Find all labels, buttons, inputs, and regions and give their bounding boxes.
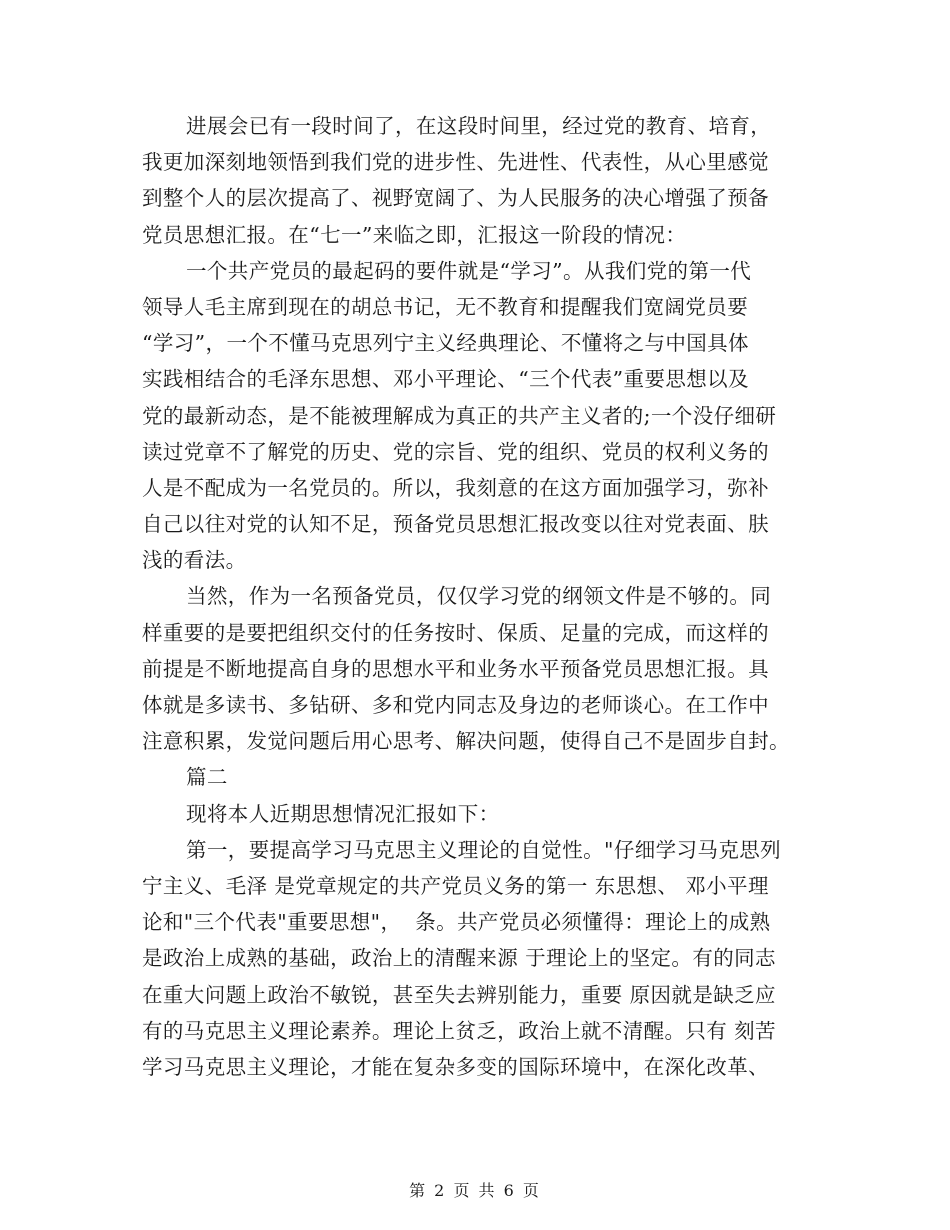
text-line: 实践相结合的毛泽东思想、邓小平理论、“三个代表”重要思想以及 <box>142 367 749 392</box>
text-line: 自己以往对党的认知不足，预备党员思想汇报改变以往对党表面、肤 <box>142 512 769 537</box>
text-line: 是政治上成熟的基础，政治上的清醒来源 于理论上的坚定。有的同志 <box>142 946 776 971</box>
text-line: 我更加深刻地领悟到我们党的进步性、先进性、代表性，从心里感觉 <box>142 150 769 175</box>
text-line: 现将本人近期思想情况汇报如下： <box>186 801 500 826</box>
text-line: 党的最新动态，是不能被理解成为真正的共产主义者的;一个没仔细研 <box>142 403 777 428</box>
text-line: 一个共产党员的最起码的要件就是“学习”。从我们党的第一代 <box>186 258 752 283</box>
text-line: “学习”，一个不懂马克思列宁主义经典理论、不懂将之与中国具体 <box>142 331 749 356</box>
document-body <box>142 108 814 1085</box>
text-line: 当然，作为一名预备党员，仅仅学习党的纲领文件是不够的。同 <box>186 584 772 609</box>
text-line: 领导人毛主席到现在的胡总书记，无不教育和提醒我们宽阔党员要 <box>142 294 749 319</box>
text-line: 注意积累，发觉问题后用心思考、解决问题，使得自己不是固步自封。 <box>142 729 790 754</box>
text-line: 读过党章不了解党的历史、党的宗旨、党的组织、党员的权利义务的 <box>142 439 769 464</box>
text-line: 到整个人的层次提高了、视野宽阔了、为人民服务的决心增强了预备 <box>142 186 769 211</box>
text-line: 篇二 <box>186 765 228 790</box>
text-line: 第一，要提高学习马克思主义理论的自觉性。"仔细学习马克思列 <box>186 837 782 862</box>
text-line: 有的马克思主义理论素养。理论上贫乏，政治上就不清醒。只有 刻苦 <box>142 1018 776 1043</box>
text-line: 前提是不断地提高自身的思想水平和业务水平预备党员思想汇报。具 <box>142 656 769 681</box>
text-line: 论和"三个代表"重要思想"， 条。共产党员必须懂得：理论上的成熟 <box>142 910 771 935</box>
text-line: 体就是多读书、多钻研、多和党内同志及身边的老师谈心。在工作中 <box>142 693 769 717</box>
text-line: 进展会已有一段时间了，在这段时间里，经过党的教育、培育， <box>186 114 772 138</box>
text-line: 样重要的是要把组织交付的任务按时、保质、足量的完成，而这样的 <box>142 620 769 645</box>
text-line: 党员思想汇报。在“七一”来临之即，汇报这一阶段的情况： <box>142 222 687 247</box>
text-line: 宁主义、毛泽 是党章规定的共产党员义务的第一 东思想、 邓小平理 <box>142 873 769 898</box>
text-line: 浅的看法。 <box>142 548 247 573</box>
text-line: 在重大问题上政治不敏锐，甚至失去辨别能力，重要 原因就是缺乏应 <box>142 982 776 1007</box>
text-line: 人是不配成为一名党员的。所以，我刻意的在这方面加强学习，弥补 <box>142 475 769 500</box>
page-number-footer: 第 2 页 共 6 页 <box>409 1181 541 1200</box>
text-line: 学习马克思主义理论，才能在复杂多变的国际环境中，在深化改革、 <box>142 1054 769 1079</box>
